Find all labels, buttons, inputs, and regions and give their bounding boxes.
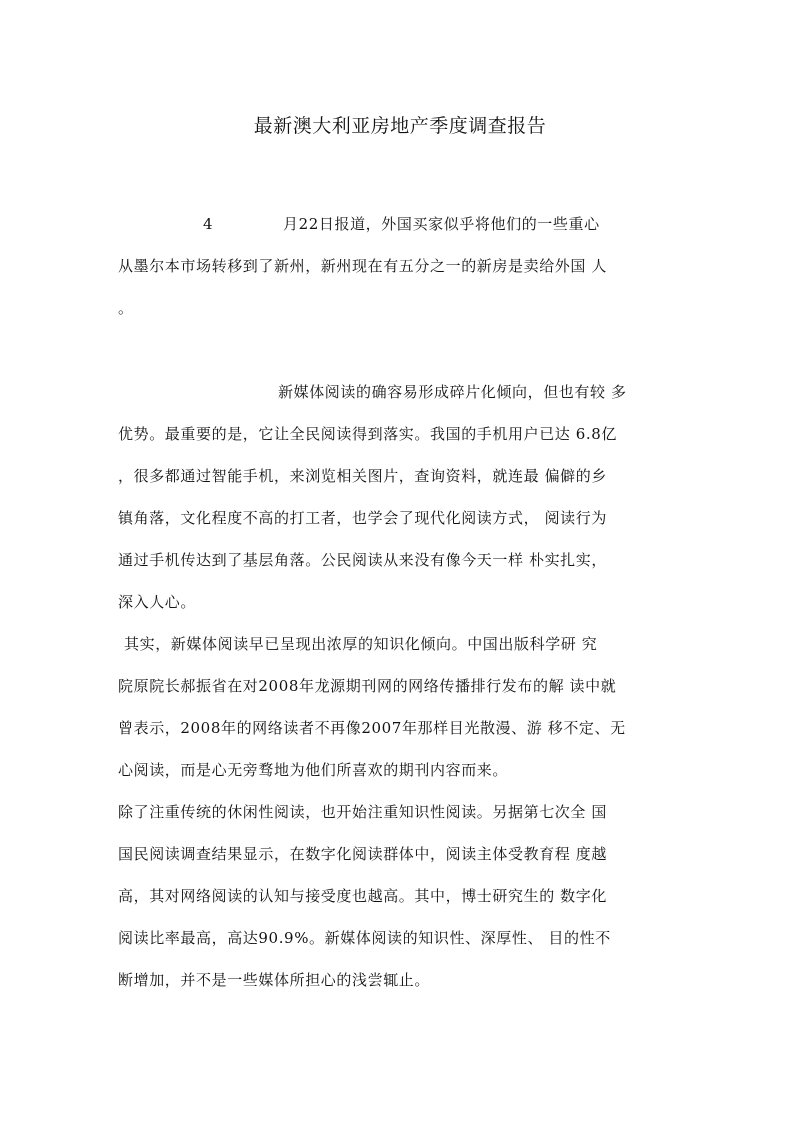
paragraph-line: 深入人心。 (118, 593, 197, 611)
paragraph-line: 高，其对网络阅读的认知与接受度也越高。其中，博士研究生的 数字化 (118, 887, 607, 905)
paragraph-line: 镇角落，文化程度不高的打工者，也学会了现代化阅读方式， 阅读行为 (118, 509, 607, 527)
paragraph-line: 其实，新媒体阅读早已呈现出浓厚的知识化倾向。中国出版科学研 究 (124, 635, 598, 653)
paragraph-line: 国民阅读调查结果显示，在数字化阅读群体中，阅读主体受教育程 度越 (118, 845, 607, 863)
paragraph-line: 月22日报道，外国买家似乎将他们的一些重心 (283, 215, 600, 233)
paragraph-line: 。 (118, 299, 134, 317)
paragraph-line: 院原院长郝振省在对2008年龙源期刊网的网络传播排行发布的解 读中就 (118, 677, 617, 695)
paragraph-line: 心阅读，而是心无旁骛地为他们所喜欢的期刊内容而来。 (118, 761, 509, 779)
document-title: 最新澳大利亚房地产季度调查报告 (253, 115, 547, 137)
paragraph-line: 从墨尔本市场转移到了新州，新州现在有五分之一的新房是卖给外国 人 (118, 257, 607, 275)
paragraph-line: 新媒体阅读的确容易形成碎片化倾向，但也有较 多 (278, 383, 627, 401)
paragraph-line: 断增加，并不是一些媒体所担心的浅尝辄止。 (118, 971, 431, 989)
paragraph-line: 除了注重传统的休闲性阅读，也开始注重知识性阅读。另据第七次全 国 (118, 803, 607, 821)
paragraph-line: 曾表示，2008年的网络读者不再像2007年那样目光散漫、游 移不定、无 (118, 719, 626, 737)
paragraph-line: 优势。最重要的是，它让全民阅读得到落实。我国的手机用户已达 6.8亿 (118, 425, 618, 443)
paragraph-line: 阅读比率最高，高达90.9%。新媒体阅读的知识性、深厚性、 目的性不 (118, 929, 611, 947)
paragraph-line: ，很多都通过智能手机，来浏览相关图片，查询资料，就连最 偏僻的乡 (118, 467, 607, 485)
paragraph-line: 通过手机传达到了基层角落。公民阅读从来没有像今天一样 朴实扎实， (118, 551, 607, 569)
paragraph-line: 4 (203, 215, 214, 233)
